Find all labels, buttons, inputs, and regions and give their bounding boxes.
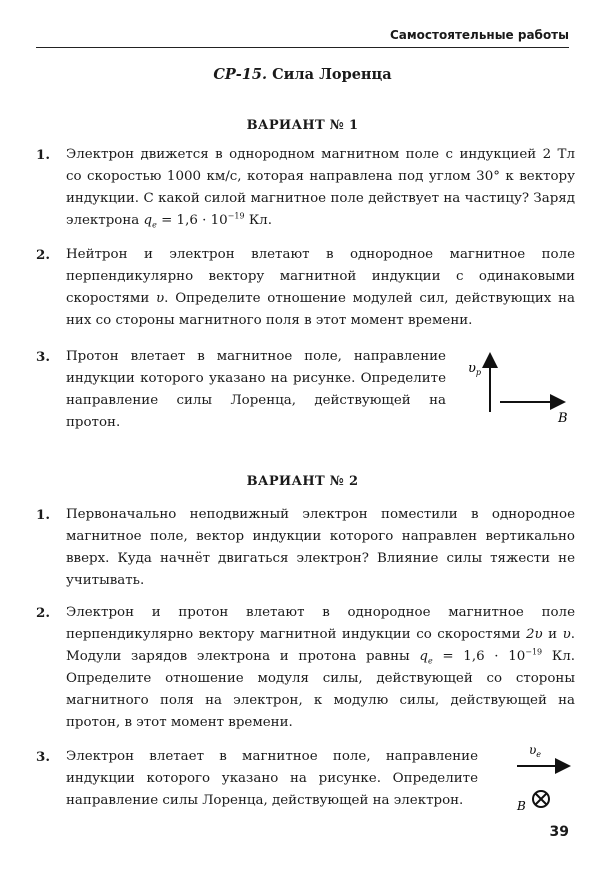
- task-text: Электрон и протон влетают в однородное магнитное поле перпендикулярно вектору магнитной индукции со скоростями 2υ и υ. Модули зарядов электрона и протона равны $q_e = 1,6 \cdot 10^{-19}$ Кл. Определите отношение модуля силы, действующей со стороны магнитного поля на электрон, к модулю силы, действующей на протон, в этот момент времени.: [66, 605, 575, 730]
- task-text: [66, 244, 575, 332]
- task-body: Электрон движется в однородном магнитном поле с индукцией 2 Тл со скоростью 1000 км/с, которая направлена под углом 30° к вектору индукции. С какой силой магнитное поле действует на частицу? Заряд электрона: [66, 147, 575, 228]
- task-text: Протон влетает в магнитное поле, направление индукции которого указано на рисунке. Определите направление силы Лоренца, действующей на протон.: [66, 349, 446, 430]
- header-rule: [36, 47, 569, 48]
- task-number: 3.: [36, 349, 50, 365]
- field-label: B: [517, 799, 526, 813]
- velocity-symbol: υ: [156, 291, 165, 306]
- charge-formula: $q_e$: [143, 213, 157, 230]
- task-text: Электрон движется в однородном магнитном поле с индукцией 2 Тл со скоростью 1000 км/с, которая направлена под углом 30° к вектору индукции. С какой силой магнитное поле действует на частицу? Заряд электрона $q_e = 1,6 \cdot 10^{-19}$ Кл.: [66, 147, 575, 230]
- page-title: [0, 66, 605, 83]
- velocity-symbol: υ: [562, 627, 571, 642]
- task-number: 2.: [36, 247, 50, 263]
- task-body-cont: . Определите отношение модулей сил, действующих на них со стороны магнитного поля в этот момент времени.: [66, 291, 575, 328]
- field-label: B: [558, 411, 568, 426]
- task-number: 3.: [36, 749, 50, 765]
- task-body: Нейтрон и электрон влетают в однородное магнитное поле перпендикулярно вектору магнитной индукции с одинаковыми скоростями: [66, 247, 575, 306]
- task-body: Электрон и протон влетают в однородное магнитное поле перпендикулярно вектору магнитной индукции со скоростями: [66, 605, 575, 642]
- task-body-cont: Определите отношение модуля силы, действующей со стороны магнитного поля на электрон, к модулю силы, действующей на протон, в этот момент времени.: [66, 671, 575, 730]
- variant-1-heading: ВАРИАНТ № 1: [246, 118, 359, 133]
- task-text: Первоначально неподвижный электрон поместили в однородное магнитное поле, вектор индукции которого направлен вертикально вверх. Куда начнёт двигаться электрон? Влияние силы тяжести не учитывать.: [66, 507, 575, 588]
- title-code: СР-15.: [213, 66, 268, 83]
- title-text: Сила Лоренца: [272, 66, 392, 83]
- page-number: 39: [549, 824, 569, 840]
- charge-formula: $q_e$: [419, 649, 433, 666]
- running-header: Самостоятельные работы: [389, 28, 569, 42]
- task-text: Электрон влетает в магнитное поле, направление индукции которого указано на рисунке. Определите направление силы Лоренца, действующей на электрон.: [66, 749, 478, 808]
- figure-proton-field: [460, 346, 570, 426]
- task-number: 2.: [36, 605, 50, 621]
- task-number: 1.: [36, 507, 50, 523]
- figure-electron-field: [495, 740, 575, 816]
- velocity-label: $\upsilon_p$: [468, 361, 482, 377]
- variant-2-heading: ВАРИАНТ № 2: [246, 474, 359, 489]
- task-number: 1.: [36, 147, 50, 163]
- velocity-symbol: 2υ: [526, 627, 543, 642]
- velocity-label: $\upsilon_e$: [529, 743, 542, 759]
- into-page-icon: [533, 791, 549, 807]
